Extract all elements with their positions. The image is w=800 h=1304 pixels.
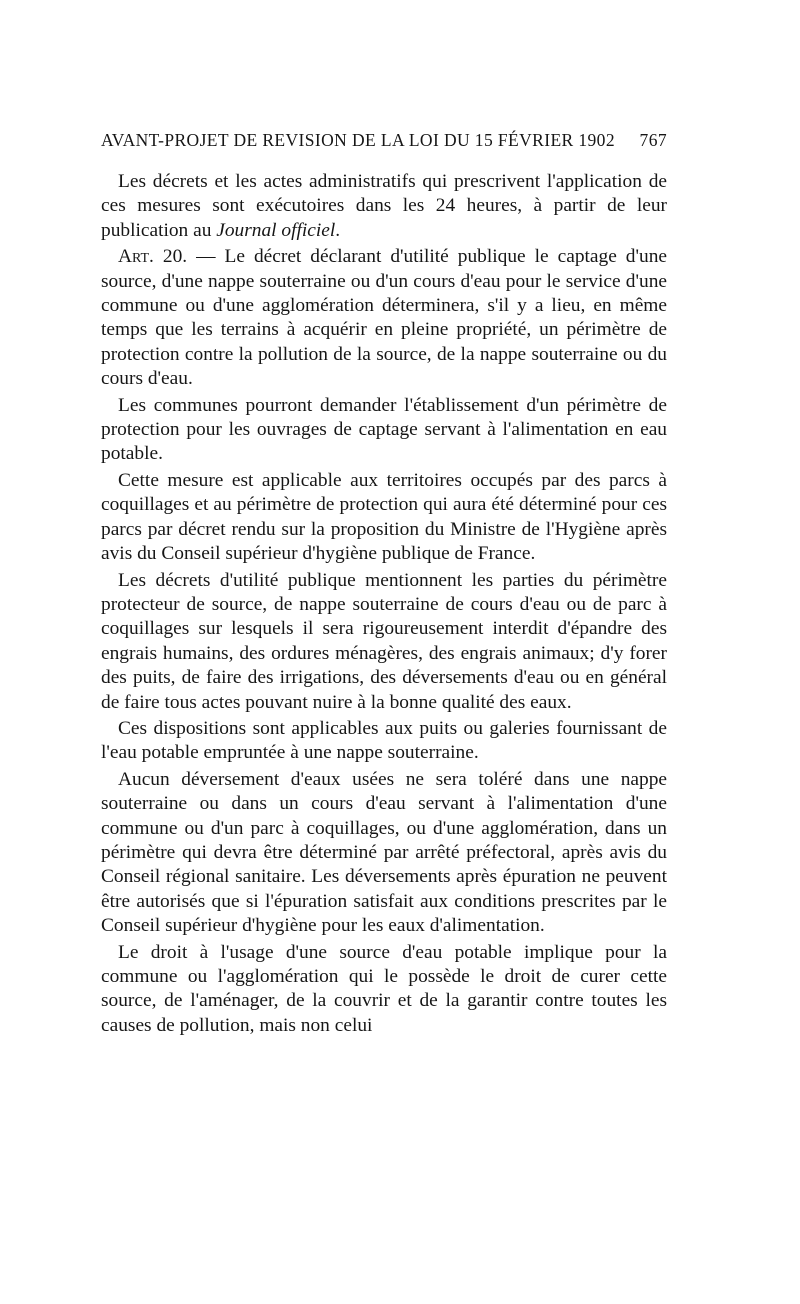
article-20-text: 20. — Le décret déclarant d'utilité publique le captage d'une source, d'une nappe souterraine ou d'un cours d'eau pour le service d'une commune ou d'une agglomération déterminera, s'il y a lieu, en même temps que les terrains à acquérir en pleine propriété, un périmètre de protection contre la pollution de la source, de la nappe souterraine ou du cours d'eau. bbox=[101, 246, 667, 390]
page-number: 767 bbox=[639, 130, 667, 150]
paragraph-publication bbox=[101, 170, 667, 243]
paragraph-publication-end: . bbox=[335, 219, 341, 241]
paragraph-deversements: Aucun déversement d'eaux usées ne sera toléré dans une nappe souterraine ou dans un cours d'eau servant à l'alimentation d'une commune ou d'un parc à coquillages, ou d'une agglomération, dans un périmètre qui devra être déterminé par arrêté préfectoral, après avis du Conseil régional sanitaire. Les déversements après épuration ne peuvent être autorisés que si l'épuration satisfait aux conditions prescrites par le Conseil supérieur d'hygiène pour les eaux d'alimentation. bbox=[101, 768, 667, 937]
article-label: Art. bbox=[118, 246, 154, 268]
body-text bbox=[101, 170, 667, 1038]
paragraph-communes: Les communes pourront demander l'établissement d'un périmètre de protection pour les ouvrages de captage servant à l'alimentation en eau potable. bbox=[101, 394, 667, 465]
journal-officiel-title: Journal officiel bbox=[216, 219, 336, 241]
book-page bbox=[101, 130, 667, 1038]
paragraph-puits: Ces dispositions sont applicables aux puits ou galeries fournissant de l'eau potable empruntée à une nappe souterraine. bbox=[101, 717, 667, 764]
paragraph-article-20 bbox=[101, 245, 667, 391]
paragraph-publication-text: Les décrets et les actes administratifs qui prescrivent l'application de ces mesures sont exécutoires dans les 24 heures, à partir de leur publication au bbox=[101, 171, 667, 241]
running-head bbox=[101, 130, 667, 156]
paragraph-coquillages: Cette mesure est applicable aux territoires occupés par des parcs à coquillages et au périmètre de protection qui aura été déterminé pour ces parcs par décret rendu sur la proposition du Ministre de l'Hygiène après avis du Conseil supérieur d'hygiène publique de France. bbox=[101, 469, 667, 565]
paragraph-decrets: Les décrets d'utilité publique mentionnent les parties du périmètre protecteur de source, de nappe souterraine de cours d'eau ou de parc à coquillages sur lesquels il sera rigoureusement interdit d'épandre des engrais humains, des ordures ménagères, des engrais animaux; d'y forer des puits, de faire des irrigations, des déversements d'eau ou en général de faire tous actes pouvant nuire à la bonne qualité des eaux. bbox=[101, 569, 667, 713]
running-title: AVANT-PROJET DE REVISION DE LA LOI DU 15 FÉVRIER 1902 bbox=[101, 130, 615, 150]
paragraph-droit-source: Le droit à l'usage d'une source d'eau potable implique pour la commune ou l'agglomération qui le possède le droit de curer cette source, de l'aménager, de la couvrir et de la garantir contre toutes les causes de pollution, mais non celui bbox=[101, 941, 667, 1036]
